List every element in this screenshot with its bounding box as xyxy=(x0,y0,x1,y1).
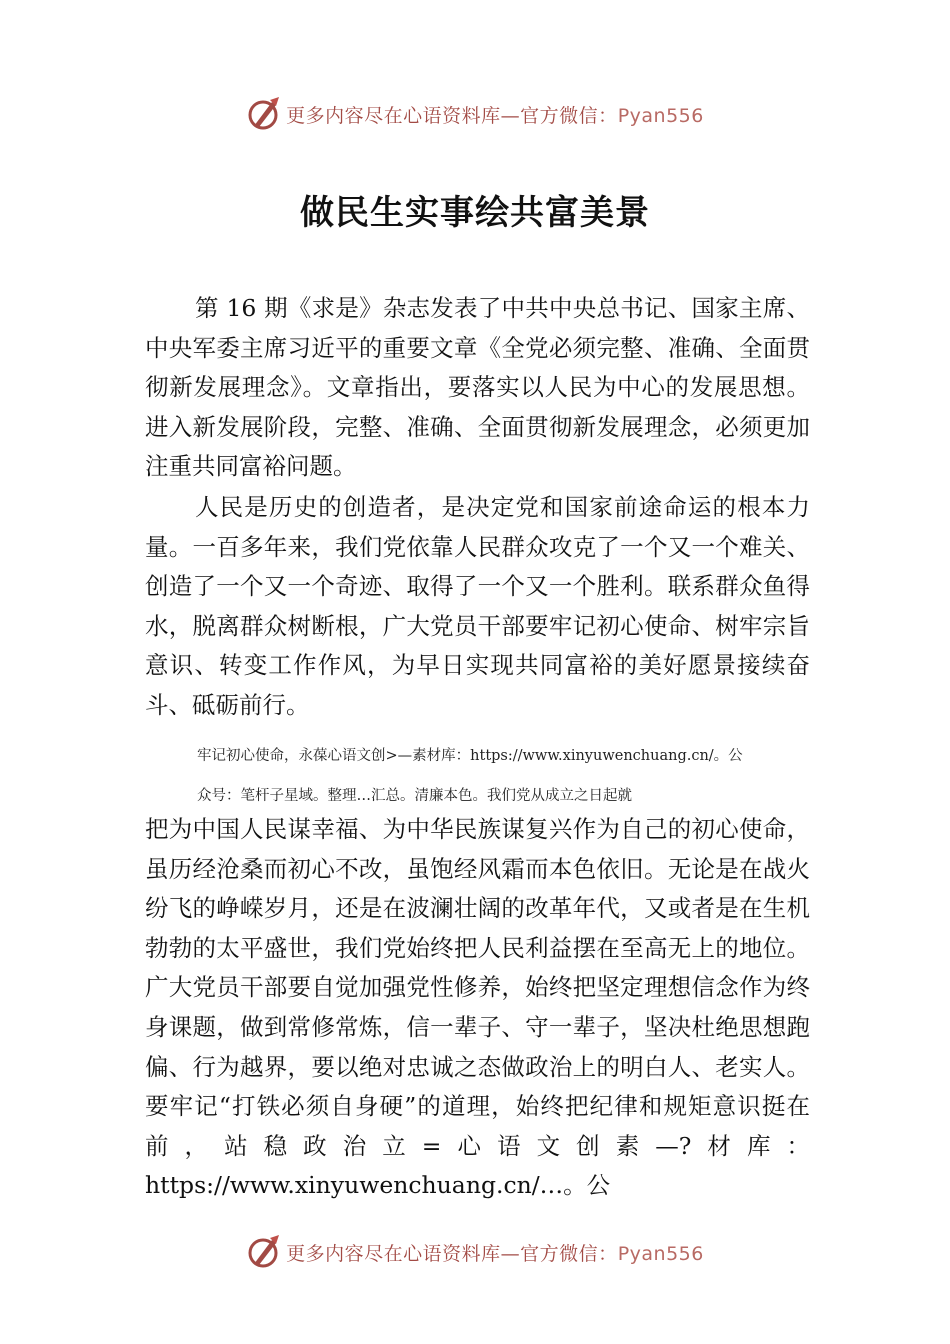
header-banner-text xyxy=(286,101,704,128)
paragraph-1: 第 16 期《求是》杂志发表了中共中央总书记、国家主席、中央军委主席习近平的重要文章《全党必须完整、准确、全面贯彻新发展理念》。文章指出，要落实以人民为中心的发展思想。进入新发展阶段，完整、准确、全面贯彻新发展理念，必须更加注重共同富裕问题。 xyxy=(145,294,810,481)
paragraph-3: 把为中国人民谋幸福、为中华民族谋复兴作为自己的初心使命，虽历经沧桑而初心不改，虽饱经风霜而本色依旧。无论是在战火纷飞的峥嵘岁月，还是在波澜壮阔的改革年代，又或者是在生机勃勃的太平盛世，我们党始终把人民利益摆在至高无上的地位。广大党员干部要自觉加强党性修养，始终把坚定理想信念作为终身课题，做到常修常炼，信一辈子、守一辈子，坚决杜绝思想跑偏、行为越界，要以绝对忠诚之态做政治上的明白人、老实人。要牢记“打铁必须自身硬”的道理，始终把纪律和规矩意识挺在前，站稳政治立=心语文创素—?材库：https://www.xinyuwenchuang.cn/…。公 xyxy=(145,815,810,1200)
page-title: 做民生实事绘共富美景 xyxy=(300,193,650,233)
small-note-line-2: 众号：笔杆子星域。整理…汇总。清廉本色。我们党从成立之日起就 xyxy=(197,788,632,804)
header-banner-main: 更多内容尽在心语资料库 xyxy=(286,104,501,127)
header-banner-sep: —官方微信： xyxy=(500,104,618,127)
footer-banner-text xyxy=(286,1239,704,1266)
footer-banner-sep: —官方微信： xyxy=(500,1242,618,1265)
header-banner xyxy=(0,94,950,134)
quill-pen-logo-icon xyxy=(246,96,282,132)
footer-banner-handle: Pyan556 xyxy=(617,1242,704,1265)
footer-banner xyxy=(0,1232,950,1272)
small-note-line-1: 牢记初心使命，永葆心语文创>—素材库：https://www.xinyuwenchuang.cn/。公 xyxy=(197,748,743,764)
paragraph-2: 人民是历史的创造者，是决定党和国家前途命运的根本力量。一百多年来，我们党依靠人民群众攻克了一个又一个难关、创造了一个又一个奇迹、取得了一个又一个胜利。联系群众鱼得水，脱离群众树断根，广大党员干部要牢记初心使命、树牢宗旨意识、转变工作作风，为早日实现共同富裕的美好愿景接续奋斗、砥砺前行。 xyxy=(145,493,810,719)
quill-pen-logo-icon xyxy=(246,1234,282,1270)
footer-banner-main: 更多内容尽在心语资料库 xyxy=(286,1242,501,1265)
header-banner-handle: Pyan556 xyxy=(617,104,704,127)
